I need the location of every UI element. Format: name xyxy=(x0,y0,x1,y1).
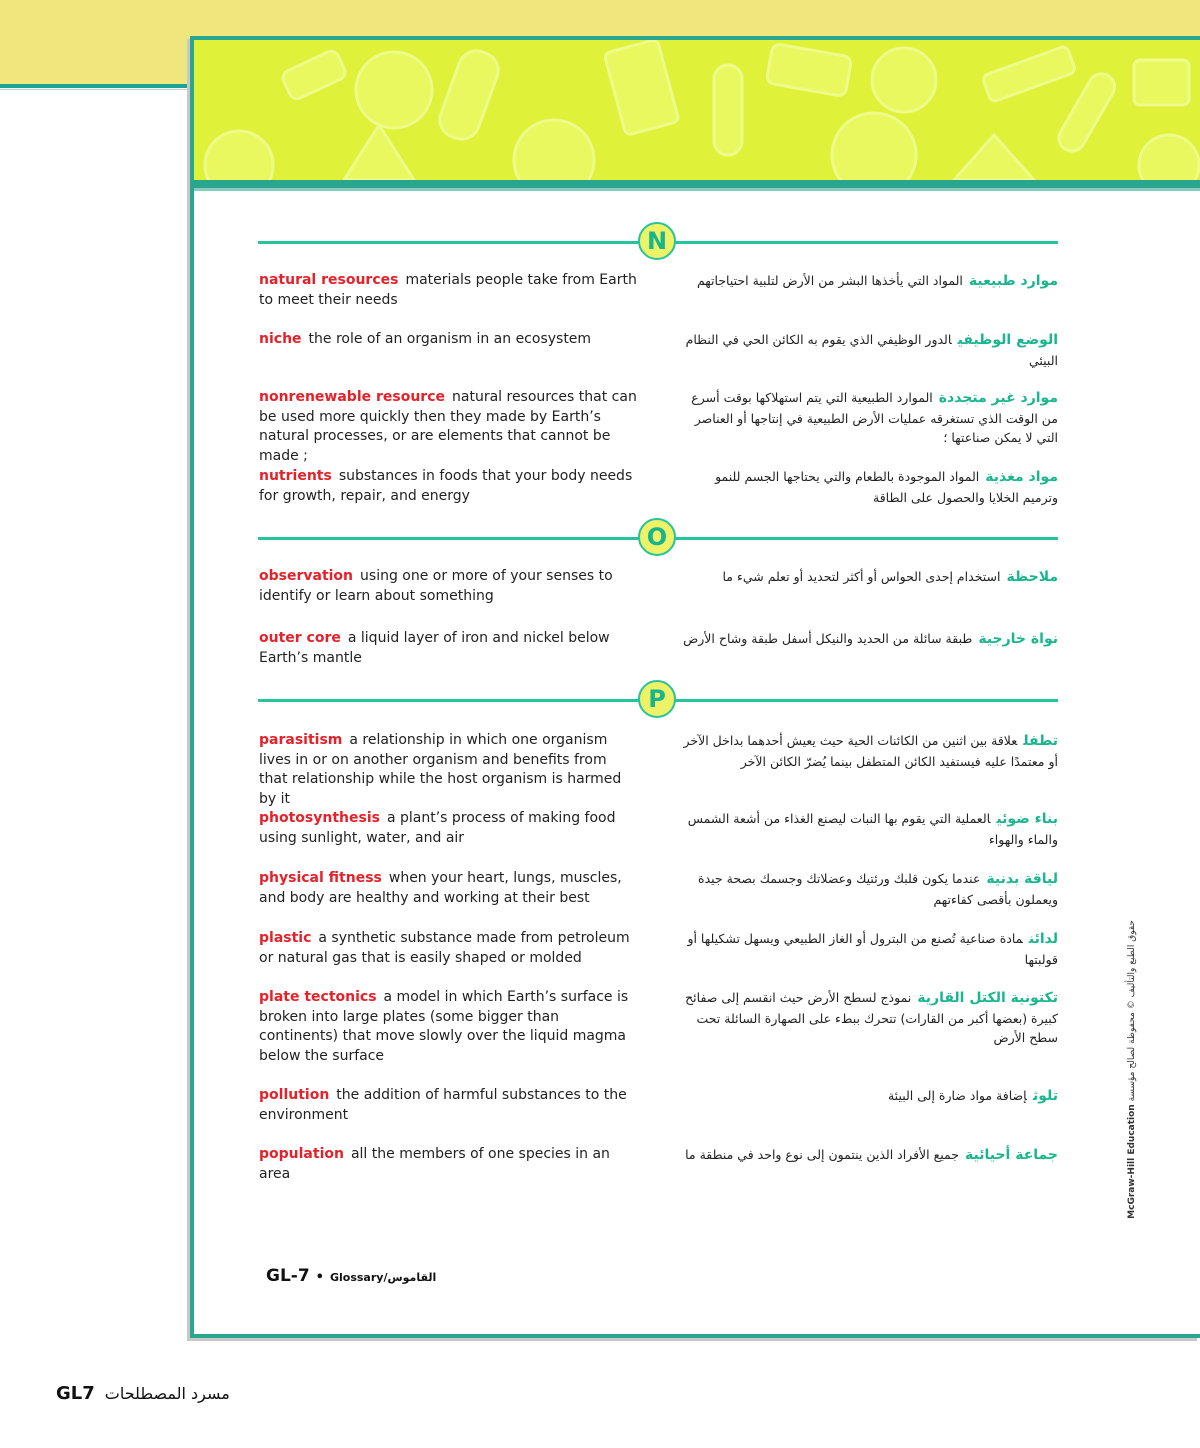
entry-arabic xyxy=(676,929,1058,969)
entry-arabic xyxy=(676,629,1058,650)
entry-term-arabic: الوضع الوظيفي xyxy=(957,332,1058,348)
entry-definition: substances in foods that your body needs for growth, repair, and energy xyxy=(259,468,633,504)
entry-english xyxy=(259,467,639,506)
page-number: GL-7 xyxy=(266,1266,310,1286)
section-letter-badge: P xyxy=(638,680,676,718)
banner-rule xyxy=(194,180,1200,188)
decorative-banner xyxy=(194,40,1200,180)
entry-arabic xyxy=(676,567,1058,588)
entry-definition: a liquid layer of iron and nickel below Earth’s mantle xyxy=(259,630,610,666)
entry-term: observation xyxy=(259,568,354,584)
entry-definition: a relationship in which one organism lives in or on another organism and benefits from that relationship while the host organism is harmed by it xyxy=(259,732,622,807)
entry-definition: a plant’s process of making food using sunlight, water, and air xyxy=(259,810,616,846)
entry-term-arabic: بناء ضوئي xyxy=(996,811,1058,827)
entry-definition-arabic: مادة صناعية تُصنع من البترول أو الغاز الطبيعي ويسهل تشكيلها أو قولبتها xyxy=(687,931,1058,967)
entry-term: outer core xyxy=(259,630,341,646)
entry-term: natural resources xyxy=(259,272,399,288)
entry-arabic xyxy=(676,988,1058,1048)
entry-term: photosynthesis xyxy=(259,810,380,826)
copyright-text: حقوق الطبع والتأليف © محفوظة لصالح مؤسسة xyxy=(1127,920,1137,1102)
entry-term-arabic: موارد طبيعية xyxy=(968,273,1058,289)
entry-definition-arabic: نموذج لسطح الأرض حيث انقسم إلى صفائح كبيرة (بعضها أكبر من القارات) تتحرك ببطء على الصهارة السائلة تحت سطح الأرض xyxy=(685,990,1058,1045)
bottom-page-number: GL7 xyxy=(56,1383,95,1404)
section-divider-o xyxy=(258,518,1058,558)
entry-term-arabic: لياقة بدنية xyxy=(986,871,1058,887)
entry-definition: the role of an organism in an ecosystem xyxy=(308,331,592,347)
entry-term-arabic: تلوث xyxy=(1032,1088,1058,1104)
entry-arabic xyxy=(676,1086,1058,1107)
entry-english xyxy=(259,1145,639,1184)
entry-arabic xyxy=(676,271,1058,292)
footer-bullet: • xyxy=(315,1270,324,1285)
entry-english xyxy=(259,567,639,606)
entry-english xyxy=(259,809,639,848)
entry-definition: when your heart, lungs, muscles, and body are healthy and working at their best xyxy=(259,870,622,906)
entry-english xyxy=(259,629,639,668)
entry-english xyxy=(259,731,639,809)
entry-english xyxy=(259,271,639,310)
entry-term-arabic: نواة خارجية xyxy=(978,631,1058,647)
entry-arabic xyxy=(676,1145,1058,1166)
entry-definition: natural resources that can be used more quickly then they made by Earth’s natural processes, or are elements that cannot be made ; xyxy=(259,389,637,464)
entry-arabic xyxy=(676,388,1058,448)
entry-definition-arabic: استخدام إحدى الحواس أو أكثر لتحديد أو تعلم شيء ما xyxy=(722,569,1001,584)
entry-arabic xyxy=(676,869,1058,909)
entry-definition: all the members of one species in an area xyxy=(259,1146,610,1182)
entry-arabic xyxy=(676,731,1058,771)
entry-term: niche xyxy=(259,331,302,347)
entry-english xyxy=(259,388,639,466)
entry-term: nutrients xyxy=(259,468,332,484)
section-divider-p xyxy=(258,680,1058,720)
section-letter-badge: N xyxy=(638,222,676,260)
entry-term-arabic: ملاحظة xyxy=(1006,569,1058,585)
footer-label: Glossary/القاموس xyxy=(329,1271,437,1284)
band-rule-thin xyxy=(0,89,190,90)
section-letter-badge: O xyxy=(638,518,676,556)
entry-term-arabic: تطفل xyxy=(1023,733,1058,749)
entry-definition-arabic: جميع الأفراد الذين ينتمون إلى نوع واحد في منطقة ما xyxy=(685,1147,960,1162)
entry-definition-arabic: عندما يكون قلبك ورئتيك وعضلاتك وجسمك بصحة جيدة ويعملون بأقصى كفاءتهم xyxy=(698,871,1058,907)
banner-rule-thin xyxy=(194,188,1200,191)
entry-definition: a model in which Earth’s surface is broken into large plates (some bigger than continents) that move slowly over the liquid magma below the surface xyxy=(259,989,629,1064)
entry-arabic xyxy=(676,809,1058,849)
bottom-page-mark xyxy=(56,1383,230,1404)
entry-definition: the addition of harmful substances to the environment xyxy=(259,1087,627,1123)
entry-definition: using one or more of your senses to identify or learn about something xyxy=(259,568,613,604)
bottom-page-title: مسرد المصطلحات xyxy=(104,1384,230,1403)
section-divider-n xyxy=(258,222,1058,262)
entry-term: pollution xyxy=(259,1087,330,1103)
entry-english xyxy=(259,869,639,908)
entry-term-arabic: تكتونية الكتل القارية xyxy=(917,990,1058,1006)
entry-definition-arabic: العملية التي يقوم بها النبات ليصنع الغذاء من أشعة الشمس والماء والهواء xyxy=(687,811,1058,847)
entry-definition-arabic: علاقة بين اثنين من الكائنات الحية حيث يعيش أحدهما بداخل الآخر أو معتمدًا عليه فيستفيد الكائن المتطفل بينما يُضرّ الكائن الآخر xyxy=(683,733,1058,769)
entry-term-arabic: مواد مغذية xyxy=(985,469,1058,485)
entry-term: population xyxy=(259,1146,344,1162)
entry-term: nonrenewable resource xyxy=(259,389,445,405)
entry-english xyxy=(259,1086,639,1125)
entry-term-arabic: جماعة أحيائية xyxy=(965,1147,1058,1163)
entry-definition: materials people take from Earth to meet their needs xyxy=(259,272,637,308)
publisher-name: McGraw-Hill Education xyxy=(1127,1104,1137,1219)
science-equipment-illustration xyxy=(194,40,1200,180)
entry-term: plastic xyxy=(259,930,312,946)
entry-definition-arabic: المواد الموجودة بالطعام والتي يحتاجها الجسم للنمو وترميم الخلايا والحصول على الطاقة xyxy=(715,469,1058,505)
copyright-credit xyxy=(1127,920,1137,1220)
entry-english xyxy=(259,330,639,350)
entry-term: parasitism xyxy=(259,732,343,748)
entry-arabic xyxy=(676,330,1058,370)
entry-definition-arabic: المواد التي يأخذها البشر من الأرض لتلبية احتياجاتهم xyxy=(696,273,963,288)
entry-term: plate tectonics xyxy=(259,989,377,1005)
entry-definition-arabic: طبقة سائلة من الحديد والنيكل أسفل طبقة وشاح الأرض xyxy=(683,631,973,646)
band-rule xyxy=(0,84,192,88)
entry-term: physical fitness xyxy=(259,870,382,886)
entry-definition-arabic: الدور الوظيفي الذي يقوم به الكائن الحي في النظام البيئي xyxy=(685,332,1058,368)
entry-term-arabic: موارد غير متجددة xyxy=(938,390,1058,406)
entry-definition-arabic: إضافة مواد ضارة إلى البيئة xyxy=(887,1088,1027,1103)
entry-definition: a synthetic substance made from petroleum or natural gas that is easily shaped or molded xyxy=(259,930,630,966)
entry-definition-arabic: الموارد الطبيعية التي يتم استهلاكها بوقت أسرع من الوقت الذي تستغرقه عمليات الأرض الطبيعية في إنتاجها أو العناصر التي لا يمكن صناعتها ؛ xyxy=(691,390,1058,445)
page-footer xyxy=(266,1266,436,1286)
entry-english xyxy=(259,988,639,1066)
entry-arabic xyxy=(676,467,1058,507)
entry-term-arabic: لدائن xyxy=(1028,931,1058,947)
entry-english xyxy=(259,929,639,968)
